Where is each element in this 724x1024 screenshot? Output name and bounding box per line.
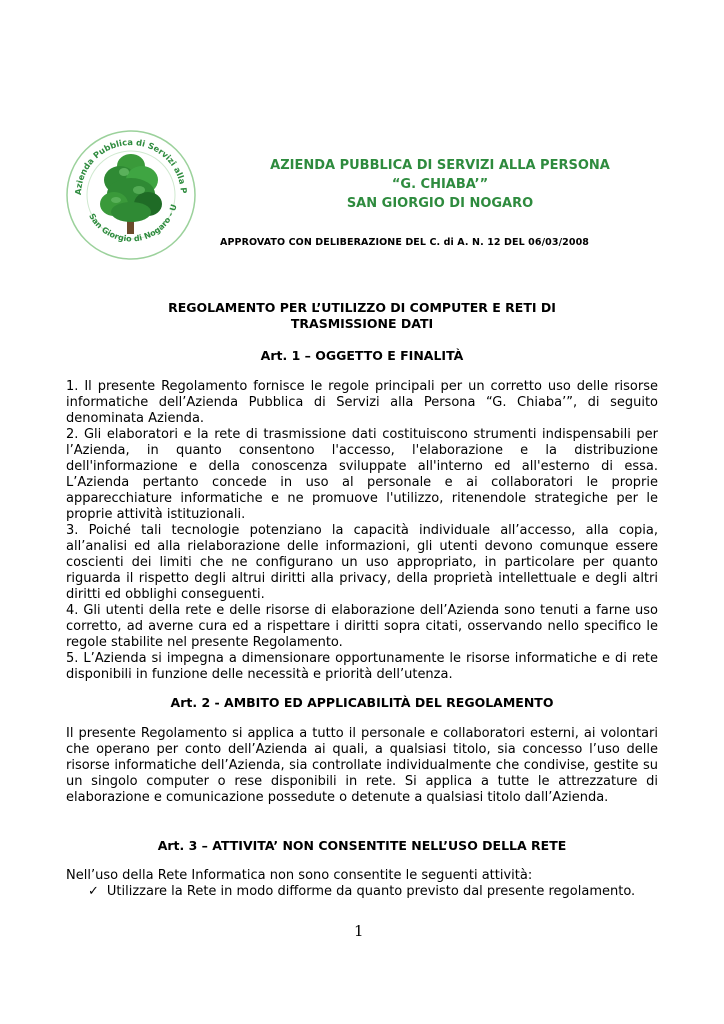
approval-note: APPROVATO CON DELIBERAZIONE DEL C. di A. N. 12 DEL 06/03/2008 — [220, 237, 589, 248]
art3-bullet-1-text: Utilizzare la Rete in modo difforme da quanto previsto dal presente regolamento. — [106, 884, 636, 899]
art3-intro — [66, 868, 658, 884]
art3-intro-text: Nell’uso della Rete Informatica non sono consentite le seguenti attività: — [66, 868, 533, 883]
art3-heading: Art. 3 – ATTIVITA’ NON CONSENTITE NELL’USO DELLA RETE — [157, 838, 567, 853]
art2-body — [66, 726, 658, 806]
art1-body — [66, 379, 658, 683]
art1-paragraph-4: 4. Gli utenti della rete e delle risorse di elaborazione dell’Azienda sono tenuti a farne uso corretto, ad averne cura ed a rispettare i diritti sopra citati, osservando nello specifico le regole stabilite nel presente Regolamento. — [66, 603, 658, 650]
org-name-line1: AZIENDA PUBBLICA DI SERVIZI ALLA PERSONA — [270, 158, 610, 173]
art1-paragraph-5: 5. L’Azienda si impegna a dimensionare opportunamente le risorse informatiche e di rete disponibili in funzione delle necessità e priorità dell’utenza. — [66, 651, 658, 682]
checkmark-icon: ✓ — [88, 884, 99, 899]
art1-heading: Art. 1 – OGGETTO E FINALITÀ — [260, 348, 464, 363]
document-title — [66, 300, 658, 332]
art1-paragraph-3: 3. Poiché tali tecnologie potenziano la capacità individuale all’accesso, alla copia, all’analisi ed alla rielaborazione delle informazioni, gli utenti devono comunque essere coscienti dei limiti che ne configurano un uso appropriato, in particolare per quanto riguarda il rispetto degli altrui diritti alla privacy, della proprietà intellettuale e degli altri diritti ed obblighi conseguenti. — [66, 523, 658, 602]
logo-bottom-text: San Giorgio di Nogaro - U — [87, 203, 179, 244]
organization-header — [210, 156, 670, 213]
art1-paragraph-1: 1. Il presente Regolamento fornisce le regole principali per un corretto uso delle risorse informatiche dell’Azienda Pubblica di Servizi alla Persona “G. Chiaba’”, di seguito denominata Azienda. — [66, 379, 658, 426]
art2-heading: Art. 2 - AMBITO ED APPLICABILITÀ DEL REGOLAMENTO — [170, 695, 554, 710]
logo-seal-icon — [64, 128, 198, 262]
art1-paragraph-2: 2. Gli elaboratori e la rete di trasmissione dati costituiscono strumenti indispensabili per l’Azienda, in quanto consentono l'accesso, l'elaborazione e la distribuzione dell'informazione e della conoscenza sviluppate all'interno ed all'esterno di essa. L’Azienda pertanto concede in uso al personale e ai collaboratori le proprie apparecchiature informatiche e ne promuove l'utilizzo, ritenendole strategiche per le proprie attività istituzionali. — [66, 427, 658, 522]
art2-paragraph-1: Il presente Regolamento si applica a tutto il personale e collaboratori esterni, ai volontari che operano per conto dell’Azienda ai quali, a qualsiasi titolo, sia concesso l’uso delle risorse informatiche dell’Azienda, sia controllate individualmente che condivise, gestite su un singolo computer o rese disponibili in rete. Si applica a tutte le attrezzature di elaborazione e comunicazione possedute o detenute a qualsiasi titolo dall’Azienda. — [66, 726, 658, 805]
art3-bullet-1 — [88, 884, 635, 899]
page-number: 1 — [354, 922, 364, 940]
organization-logo — [64, 128, 198, 262]
title-line2: TRASMISSIONE DATI — [290, 316, 434, 331]
org-location: SAN GIORGIO DI NOGARO — [346, 196, 534, 211]
org-name-line2: “G. CHIABA’” — [391, 177, 489, 192]
title-line1: REGOLAMENTO PER L’UTILIZZO DI COMPUTER E RETI DI — [168, 300, 556, 315]
logo-ring-text: Azienda Pubblica di Servizi alla P — [72, 136, 190, 196]
